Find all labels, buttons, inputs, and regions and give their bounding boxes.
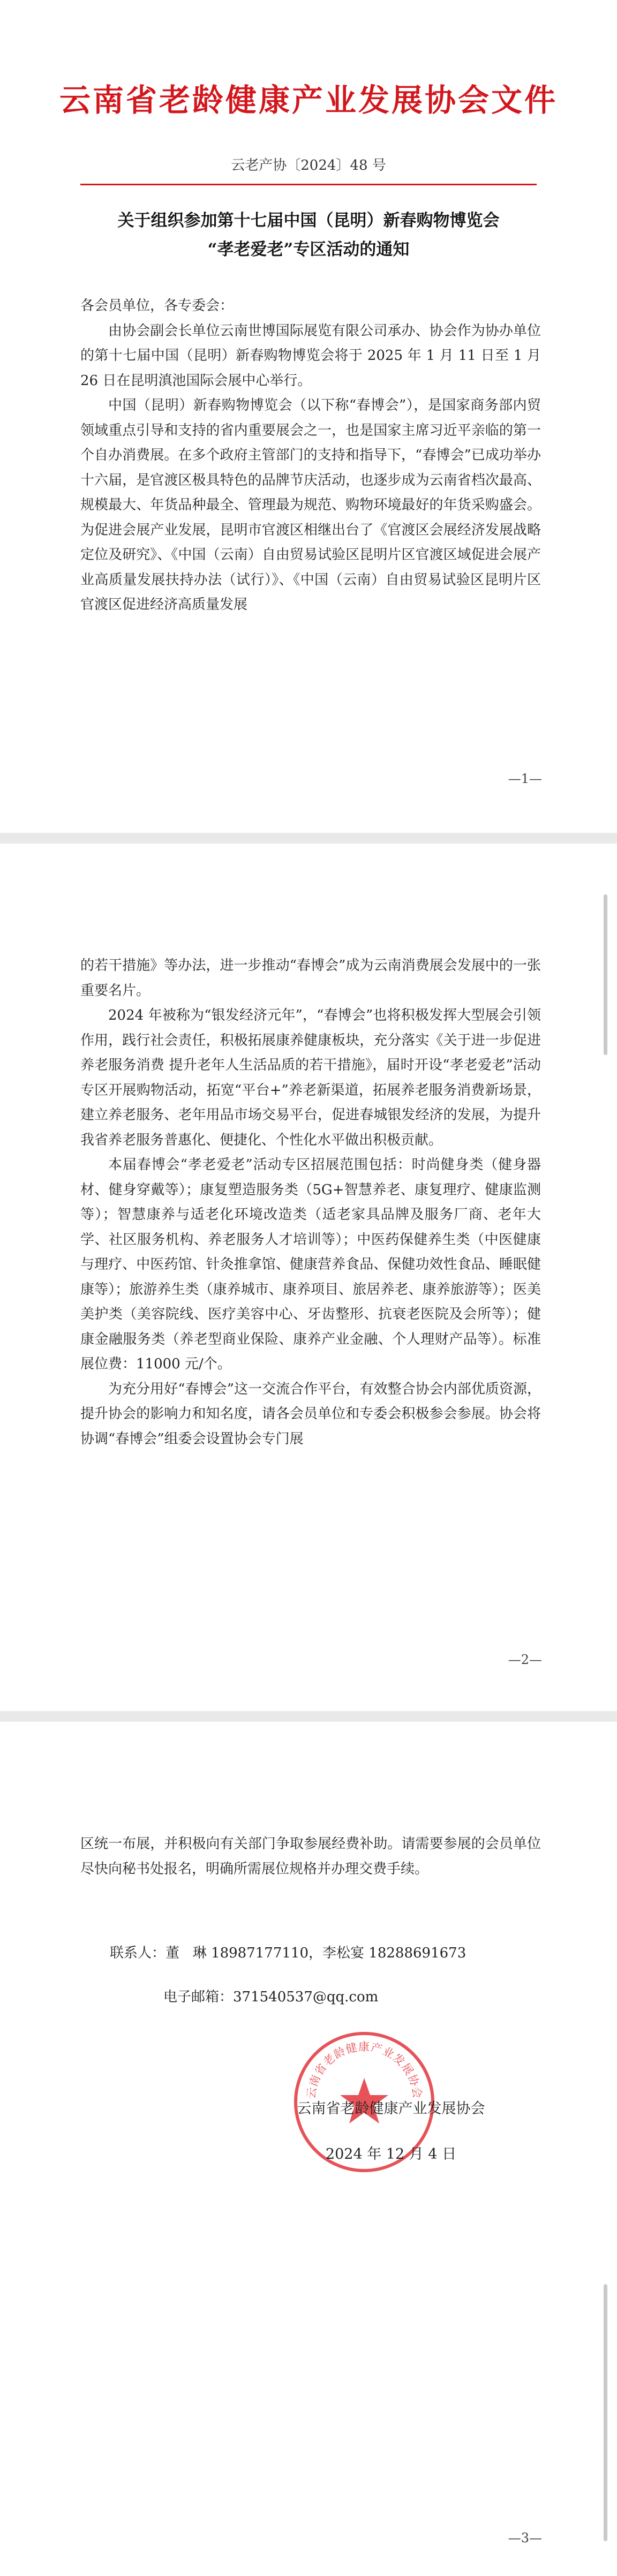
signature-organization: 云南省老龄健康产业发展协会 <box>297 2100 485 2117</box>
paragraph: 的若干措施》等办法，进一步推动“春博会”成为云南消费展会发展中的一张重要名片。 <box>80 958 541 999</box>
paragraph: 由协会副会长单位云南世博国际展览有限公司承办、协会作为协办单位的第十七届中国（昆明）新春购物博览会将于 2025 年 1 月 11 日至 1 月 26 日在昆明滇池国际会展中心举行。 <box>80 322 541 389</box>
page-2 <box>0 843 617 1711</box>
notice-title <box>0 206 617 264</box>
paragraph: 2024 年被称为“银发经济元年”，“春博会”也将积极发挥大型展会引领作用，践行社会责任，积极拓展康养健康板块，充分落实《关于进一步促进养老服务消费 提升老年人生活品质的若干措施》，届时开设“孝老爱老”活动专区开展购物活动，拓宽“平台+”养老新渠道，拓展养老服务消费新场景，建立养老服务、老年用品市场交易平台，促进春城银发经济的发展，为提升我省养老服务普惠化、便捷化、个性化水平做出积极贡献。 <box>80 1007 541 1148</box>
page-number: —1— <box>508 771 542 786</box>
salutation: 各会员单位，各专委会： <box>80 298 234 314</box>
page-2-body <box>80 953 541 1451</box>
seal-text-path: 云南省老龄健康产业发展协会 <box>304 2040 424 2100</box>
paragraph: 为充分用好“春博会”这一交流合作平台，有效整合协会内部优质资源，提升协会的影响力和知名度，请各会员单位和专委会积极参会参展。协会将协调“春博会”组委会设置协会专门展 <box>80 1381 541 1447</box>
document-header-title: 云南省老龄健康产业发展协会文件 <box>59 82 558 118</box>
scrollbar[interactable] <box>604 894 607 1055</box>
signature-date: 2024 年 12 月 4 日 <box>325 2146 457 2163</box>
notice-title-line-2: “孝老爱老”专区活动的通知 <box>207 240 410 259</box>
page-number: —2— <box>508 1652 542 1667</box>
red-divider <box>80 184 537 185</box>
contact-line: 联系人：董 琳 18987177110，李松宴 18288691673 <box>110 1945 466 1961</box>
scrollbar[interactable] <box>604 2284 607 2541</box>
notice-title-line-1: 关于组织参加第十七届中国（昆明）新春购物博览会 <box>117 211 500 230</box>
page-1-body <box>80 293 541 617</box>
page-number: —3— <box>508 2530 542 2545</box>
contact-email: 电子邮箱：371540537@qq.com <box>163 1989 379 2005</box>
paragraph: 区统一布展，并积极向有关部门争取参展经费补助。请需要参展的会员单位尽快向秘书处报名，明确所需展位规格并办理交费手续。 <box>80 1836 541 1877</box>
document-number: 云老产协〔2024〕48 号 <box>231 157 386 174</box>
page-3-body <box>80 1832 541 1881</box>
paragraph: 本届春博会“孝老爱老”活动专区招展范围包括：时尚健身类（健身器材、健身穿戴等）；康复塑造服务类（5G+智慧养老、康复理疗、健康监测等）；智慧康养与适老化环境改造类（适老家具品牌及服务厂商、老年大学、社区服务机构、养老服务人才培训等）；中医药保健养生类（中医健康与理疗、中医药馆、针灸推拿馆、健康营养食品、保健功效性食品、睡眠健康等）；旅游养生类（康养城市、康养项目、旅居养老、康养旅游等）；医美美护类（美容院线、医疗美容中心、牙齿整形、抗衰老医院及会所等）；健康金融服务类（养老型商业保险、康养产业金融、个人理财产品等）。标准展位费：11000 元/个。 <box>80 1157 541 1372</box>
paragraph: 中国（昆明）新春购物博览会（以下称“春博会”），是国家商务部内贸领域重点引导和支持的省内重要展会之一，也是国家主席习近平亲临的第一个自办消费展。在多个政府主管部门的支持和指导下，“春博会”已成功举办十六届，是官渡区极具特色的品牌节庆活动，也逐步成为云南省档次最高、规模最大、年货品种最全、管理最为规范、购物环境最好的年货采购盛会。为促进会展产业发展，昆明市官渡区相继出台了《官渡区会展经济发展战略定位及研究》、《中国（云南）自由贸易试验区昆明片区官渡区域促进会展产业高质量发展扶持办法（试行）》、《中国（云南）自由贸易试验区昆明片区官渡区促进经济高质量发展 <box>80 397 541 613</box>
page-1 <box>0 0 617 833</box>
